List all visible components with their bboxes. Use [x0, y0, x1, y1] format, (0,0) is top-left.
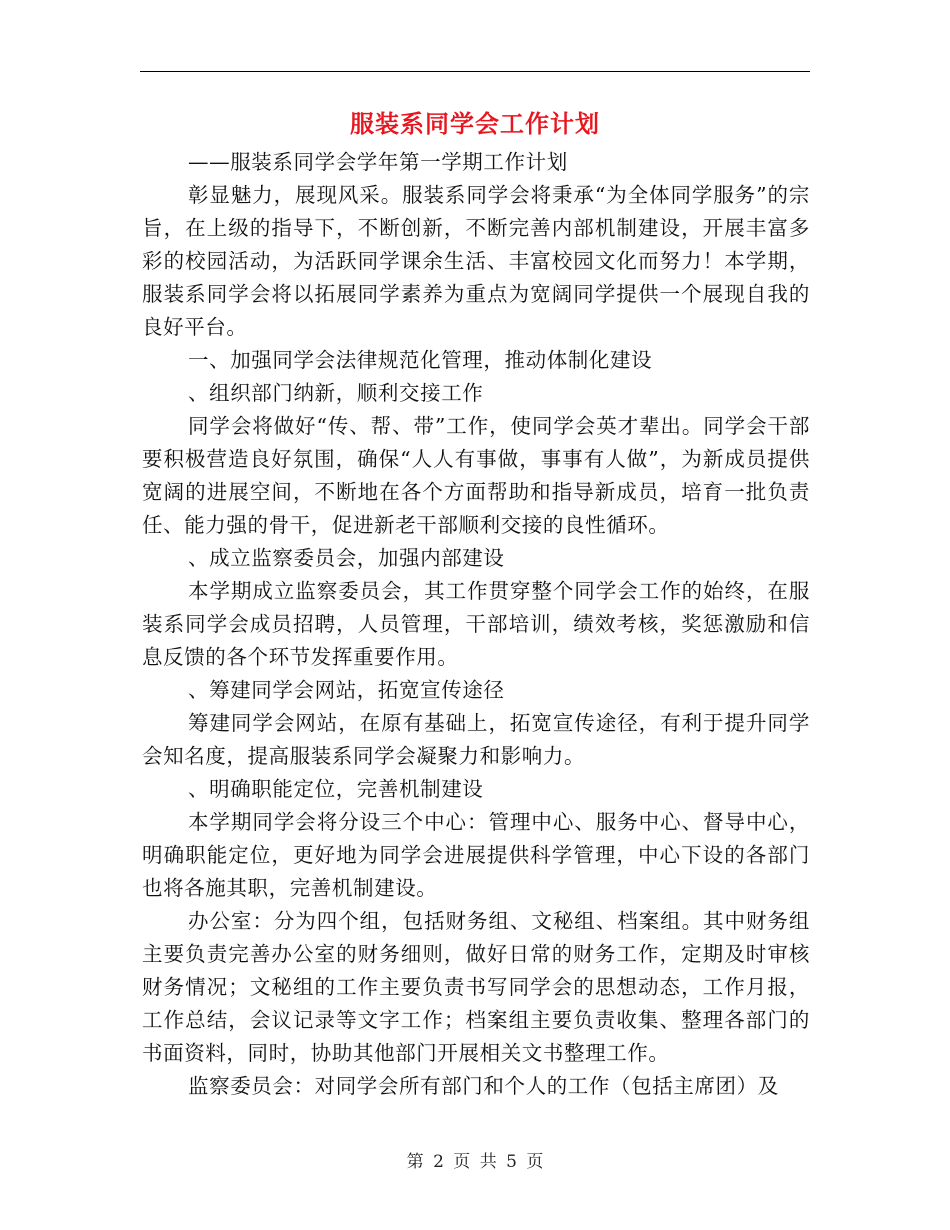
body-paragraph: 本学期成立监察委员会，其工作贯穿整个同学会工作的始终，在服装系同学会成员招聘，人员管理，干部培训，绩效考核，奖惩激励和信息反馈的各个环节发挥重要作用。 — [142, 579, 810, 669]
subsection-heading: 、筹建同学会网站，拓宽宣传途径 — [188, 678, 505, 702]
subsection-heading: 、组织部门纳新，顺利交接工作 — [188, 381, 484, 405]
body-paragraph: 本学期同学会将分设三个中心：管理中心、服务中心、督导中心，明确职能定位，更好地为同学会进展提供科学管理，中心下设的各部门也将各施其职，完善机制建设。 — [142, 810, 810, 900]
body-paragraph: 同学会将做好“传、帮、带”工作，使同学会英才辈出。同学会干部要积极营造良好氛围，确保“人人有事做，事事有人做”，为新成员提供宽阔的进展空间，不断地在各个方面帮助和指导新成员，培育一批负责任、能力强的骨干，促进新老干部顺利交接的良性循环。 — [142, 414, 810, 537]
body-paragraph: 监察委员会：对同学会所有部门和个人的工作（包括主席团）及 — [188, 1074, 779, 1098]
subsection-heading: 、明确职能定位，完善机制建设 — [188, 777, 484, 801]
document-body — [142, 146, 810, 1103]
header-rule — [140, 71, 810, 72]
body-paragraph: 筹建同学会网站，在原有基础上，拓宽宣传途径，有利于提升同学会知名度，提高服装系同学会凝聚力和影响力。 — [142, 711, 810, 768]
section-heading: 一、加强同学会法律规范化管理，推动体制化建设 — [188, 348, 653, 372]
page-number-footer: 第 2 页 共 5 页 — [406, 1152, 544, 1172]
subsection-heading: 、成立监察委员会，加强内部建设 — [188, 546, 505, 570]
subtitle-paragraph: ——服装系同学会学年第一学期工作计划 — [188, 150, 568, 174]
body-paragraph: 彰显魅力，展现风采。服装系同学会将秉承“为全体同学服务”的宗旨，在上级的指导下，不断创新，不断完善内部机制建设，开展丰富多彩的校园活动，为活跃同学课余生活、丰富校园文化而努力！本学期，服装系同学会将以拓展同学素养为重点为宽阔同学提供一个展现自我的良好平台。 — [142, 183, 810, 339]
body-paragraph: 办公室：分为四个组，包括财务组、文秘组、档案组。其中财务组主要负责完善办公室的财务细则，做好日常的财务工作，定期及时审核财务情况；文秘组的工作主要负责书写同学会的思想动态，工作月报，工作总结，会议记录等文字工作；档案组主要负责收集、整理各部门的书面资料，同时，协助其他部门开展相关文书整理工作。 — [142, 909, 810, 1065]
document-title: 服装系同学会工作计划 — [350, 109, 600, 138]
